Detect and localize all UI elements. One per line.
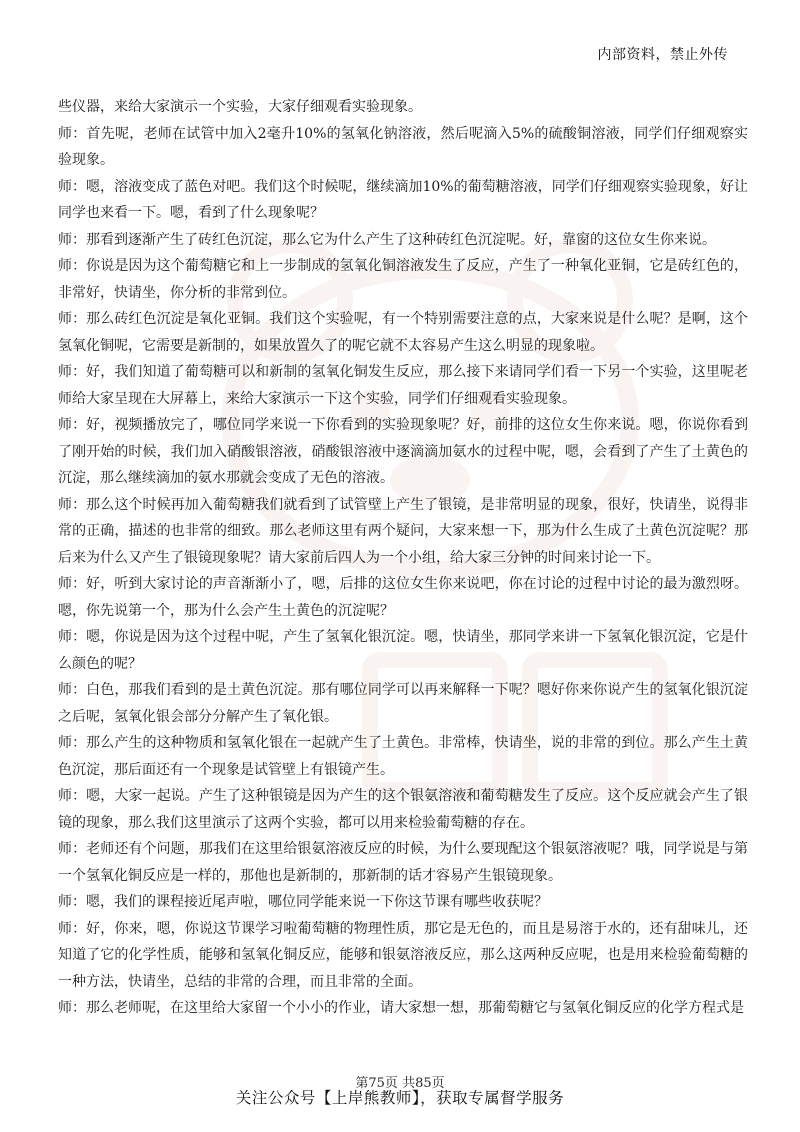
paragraph: 师：嗯，我们的课程接近尾声啦，哪位同学能来说一下你这节课有哪些收获呢？ <box>58 894 548 910</box>
footer-promo-text: 关注公众号【上岸熊教师】，获取专属督学服务 <box>235 1089 565 1107</box>
paragraph: 师：那么产生的这种物质和氢氧化银在一起就产生了土黄色。非常棒，快请坐，说的非常的到位。那么产生土黄色沉淀，那后面还有一个现象是试管壁上有银镜产生。 <box>58 735 748 778</box>
paragraph: 师：好，听到大家讨论的声音渐渐小了，嗯，后排的这位女生你来说吧，你在讨论的过程中讨论的最为激烈呀。嗯，你先说第一个，那为什么会产生土黄色的沉淀呢？ <box>58 576 748 619</box>
paragraph: 师：那看到逐渐产生了砖红色沉淀，那么它为什么产生了这种砖红色沉淀呢。好，靠窗的这位女生你来说。 <box>58 231 716 248</box>
page-number: 第75页 共85页 <box>355 1076 445 1091</box>
paragraph: 师：嗯，溶液变成了蓝色对吧。我们这个时候呢，继续滴加10%的葡萄糖溶液，同学们仔细观察实验现象，好让同学也来看一下。嗯，看到了什么现象呢？ <box>58 178 748 221</box>
document-body <box>58 94 748 1022</box>
paragraph: 师：嗯，你说是因为这个过程中呢，产生了氢氧化银沉淀。嗯，快请坐，那同学来讲一下氢氧化银沉淀，它是什么颜色的呢？ <box>58 629 748 672</box>
paragraph: 师：首先呢，老师在试管中加入2毫升10%的氢氧化钠溶液，然后呢滴入5%的硫酸铜溶液，同学们仔细观察实验现象。 <box>58 125 748 168</box>
paragraph: 师：好，我们知道了葡萄糖可以和新制的氢氧化铜发生反应，那么接下来请同学们看一下另一个实验，这里呢老师给大家呈现在大屏幕上，来给大家演示一下这个实验，同学们仔细观看实验现象。 <box>58 364 748 407</box>
paragraph: 师：那么老师呢，在这里给大家留一个小小的作业，请大家想一想，那葡萄糖它与氢氧化铜反应的化学方程式是 <box>58 1000 744 1016</box>
paragraph: 师：你说是因为这个葡萄糖它和上一步制成的氢氧化铜溶液发生了反应，产生了一种氧化亚铜，它是砖红色的，非常好，快请坐，你分析的非常到位。 <box>58 258 748 301</box>
confidential-note: 内部资料，禁止外传 <box>597 47 728 63</box>
paragraph: 师：好，视频播放完了，哪位同学来说一下你看到的实验现象呢？好，前排的这位女生你来说。嗯，你说你看到了刚开始的时候，我们加入硝酸银溶液，硝酸银溶液中逐滴滴加氨水的过程中呢，嗯，会看到了产生了土黄色的沉淀，那么继续滴加的氨水那就会变成了无色的溶液。 <box>58 417 748 486</box>
paragraph: 师：那么砖红色沉淀是氧化亚铜。我们这个实验呢，有一个特别需要注意的点，大家来说是什么呢？是啊，这个氢氧化铜呢，它需要是新制的，如果放置久了的呢它就不太容易产生这么明显的现象啦。 <box>58 311 748 354</box>
paragraph: 些仪器，来给大家演示一个实验，大家仔细观看实验现象。 <box>58 99 422 115</box>
paragraph: 师：那么这个时候再加入葡萄糖我们就看到了试管壁上产生了银镜，是非常明显的现象，很好，快请坐，说得非常的正确，描述的也非常的细致。那么老师这里有两个疑问，大家来想一下，那为什么生成了土黄色沉淀呢？那后来为什么又产生了银镜现象呢？请大家前后四人为一个小组，给大家三分钟的时间来讨论一下。 <box>58 496 748 566</box>
paragraph: 师：好，你来，嗯，你说这节课学习啦葡萄糖的物理性质，那它是无色的，而且是易溶于水的，还有甜味儿，还知道了它的化学性质，能够和氢氧化铜反应，能够和银氨溶液反应，那么这两种反应呢，也是用来检验葡萄糖的一种方法，快请坐，总结的非常的合理，而且非常的全面。 <box>58 920 748 990</box>
paragraph: 师：老师还有个问题，那我们在这里给银氨溶液反应的时候，为什么要现配这个银氨溶液呢？哦，同学说是与第一个氢氧化铜反应是一样的，那他也是新制的，那新制的话才容易产生银镜现象。 <box>58 841 748 884</box>
paragraph: 师：白色，那我们看到的是土黄色沉淀。那有哪位同学可以再来解释一下呢？嗯好你来你说产生的氢氧化银沉淀之后呢，氢氧化银会部分分解产生了氧化银。 <box>58 682 748 725</box>
paragraph: 师：嗯，大家一起说。产生了这种银镜是因为产生的这个银氨溶液和葡萄糖发生了反应。这个反应就会产生了银镜的现象，那么我们这里演示了这两个实验，都可以用来检验葡萄糖的存在。 <box>58 788 748 831</box>
